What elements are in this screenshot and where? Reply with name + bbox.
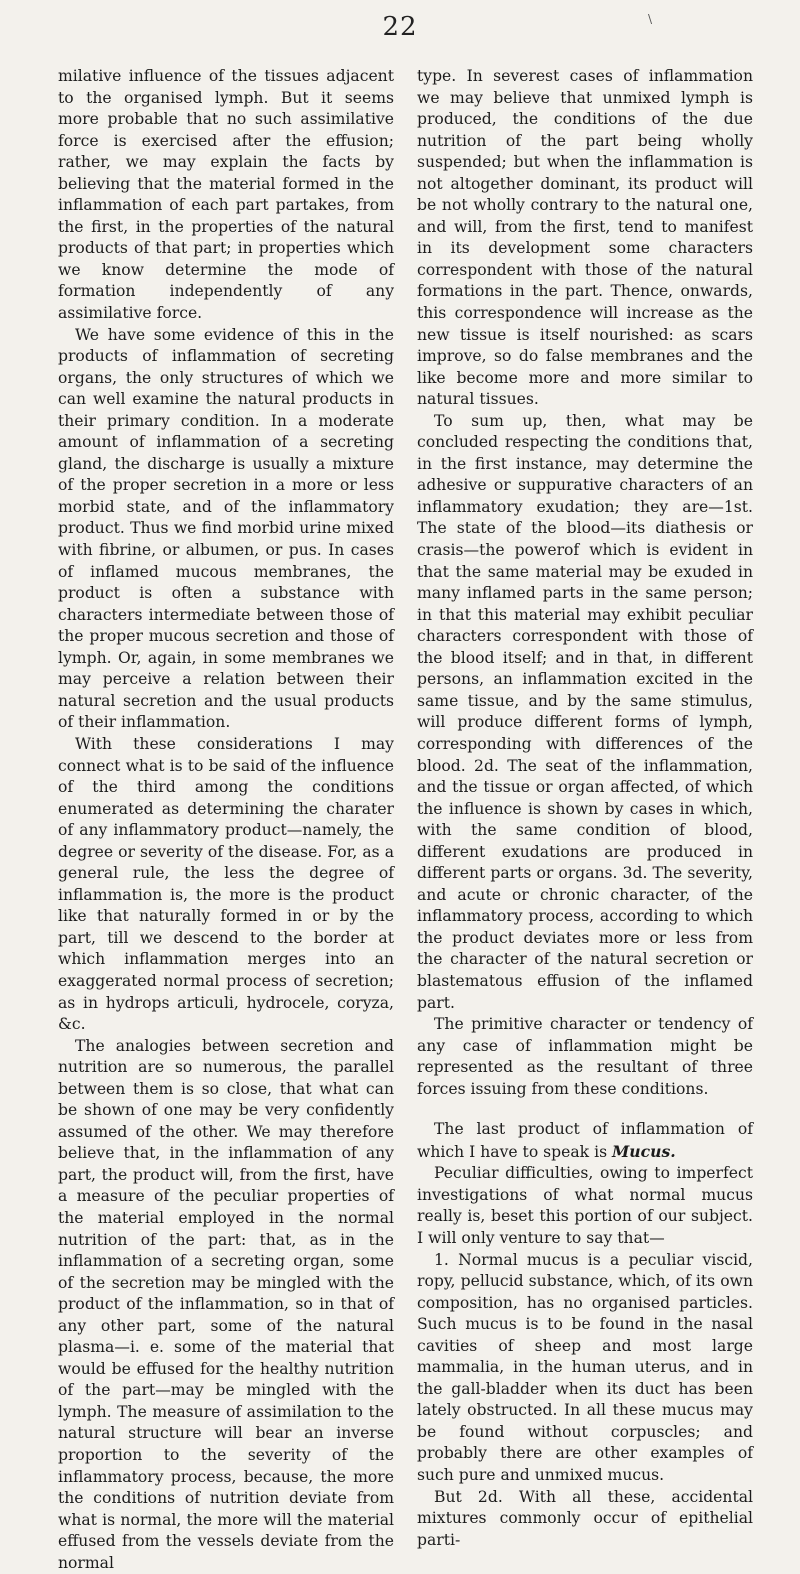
section-term: Mucus. (612, 1141, 676, 1161)
paragraph: We have some evidence of this in the products of inflammation of secreting organs, the only structures of which we can well examine the natural products in their primary condition. In a moderate amount of inflammation of a secreting gland, the discharge is usually a mixture of the proper secretion in a more or less morbid state, and of the inflammatory product. Thus we find morbid urine mixed with fibrine, or albumen, or pus. In cases of inflamed mucous membranes, the product is often a substance with characters intermediate between those of the proper mucous secretion and those of lymph. Or, again, in some membranes we may perceive a relation between their natural secretion and the usual products of their inflammation. (58, 325, 394, 732)
paragraph (417, 1119, 753, 1163)
paragraph: The primitive character or tendency of any case of inflammation might be represented as the resultant of three forces issuing from these conditions. (417, 1015, 753, 1098)
left-column (58, 66, 394, 1574)
right-column (417, 66, 753, 1551)
paragraph: The analogies between secretion and nutrition are so numerous, the parallel between them is so close, that what can be shown of one may be very confidently assumed of the other. We may therefore believe that, in the inflammation of any part, the product will, from the first, have a measure of the peculiar properties of the material employed in the normal nutrition of the part: that, as in the inflammation of a secreting organ, some of the secretion may be mingled with the product of the inflammation, so in that of any other part, some of the natural plasma—i. e. some of the material that would be effused for the healthy nutrition of the part—may be mingled with the lymph. The measure of assimilation to the natural structure will bear an inverse proportion to the severity of the inflammatory process, because, the more the conditions of nutrition deviate from what is normal, the more will the material effused from the vessels deviate from the normal (58, 1036, 394, 1572)
paragraph: type. In severest cases of inflammation we may believe that unmixed lymph is produced, the conditions of the due nutrition of the part being wholly suspended; but when the inflammation is not altogether dominant, its product will be not wholly contrary to the natural one, and will, from the first, tend to manifest in its development some characters correspondent with those of the natural formations in the part. Thence, onwards, this correspondence will increase as the new tissue is itself nourished: as scars improve, so do false membranes and the like become more and more similar to natural tissues. (417, 67, 753, 409)
paragraph: milative influence of the tissues adjacent to the organised lymph. But it seems more probable that no such assimilative force is exercised after the effusion; rather, we may explain the facts by believing that the material formed in the inflammation of each part partakes, from the first, in the properties of the natural products of that part; in properties which we know determine the mode of formation independently of any assimilative force. (58, 67, 394, 323)
paragraph: To sum up, then, what may be concluded respecting the conditions that, in the first instance, may determine the adhesive or suppurative characters of an inflammatory exudation; they are—1st. The state of the blood—its diathesis or crasis—the powerof which is evident in that the same material may be exuded in many inflamed parts in the same person; in that this material may exhibit peculiar characters correspondent with those of the blood itself; and in that, in different persons, an inflammation excited in the same tissue, and by the same stimulus, will produce different forms of lymph, corresponding with differences of the blood. 2d. The seat of the inflammation, and the tissue or organ affected, of which the influence is shown by cases in which, with the same condition of blood, different exudations are produced in different parts or organs. 3d. The severity, and acute or chronic character, of the inflammatory process, according to which the product deviates more or less from the character of the natural secretion or blastematous effusion of the inflamed part. (417, 411, 753, 1012)
paragraph: Peculiar difficulties, owing to imperfect investigations of what normal mucus really is, beset this portion of our subject. I will only venture to say that— (417, 1164, 753, 1247)
corner-mark: \ (648, 12, 653, 26)
page-number: 22 (382, 12, 418, 42)
paragraph: With these considerations I may connect what is to be said of the influence of the third among the conditions enumerated as determining the charater of any inflammatory product—namely, the degree or severity of the disease. For, as a general rule, the less the degree of inflammation is, the more is the product like that naturally formed in or by the part, till we descend to the border at which inflammation merges into an exaggerated normal process of secretion; as in hydrops articuli, hydrocele, coryza, &c. (58, 734, 394, 1034)
paragraph: But 2d. With all these, accidental mixtures commonly occur of epithelial parti- (417, 1487, 753, 1549)
paragraph-text: The last product of inflammation of which I have to speak is (417, 1120, 753, 1161)
paragraph: 1. Normal mucus is a peculiar viscid, ropy, pellucid substance, which, of its own composition, has no organised particles. Such mucus is to be found in the nasal cavities of sheep and most large mammalia, in the human uterus, and in the gall-bladder when its duct has been lately obstructed. In all these mucus may be found without corpuscles; and probably there are other examples of such pure and unmixed mucus. (417, 1250, 753, 1484)
